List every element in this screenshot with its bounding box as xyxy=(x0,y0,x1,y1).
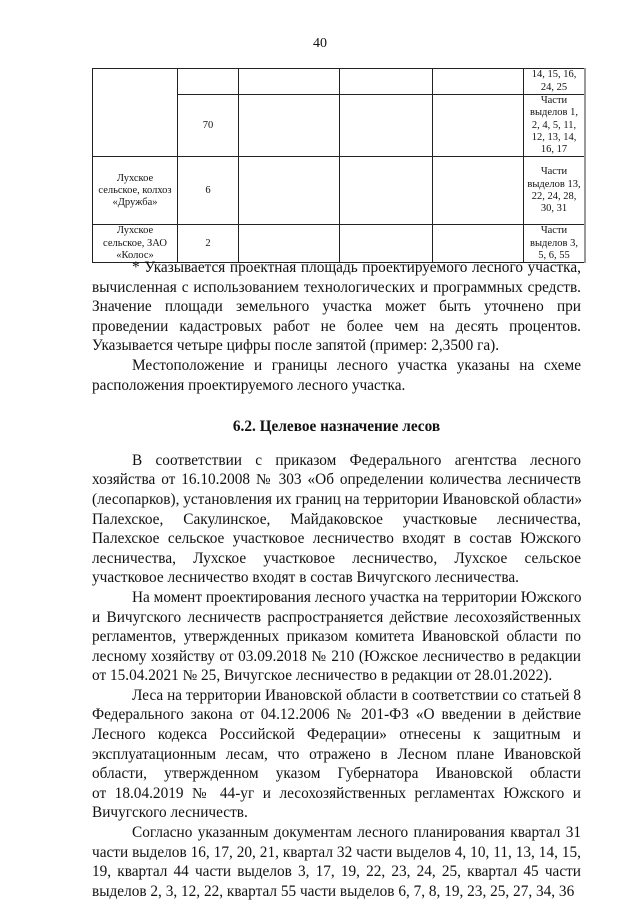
paragraph xyxy=(92,451,581,588)
text-line: участковое лесничество входят в состав Вичугского лесничества. xyxy=(92,569,519,587)
text-line: Значение площади земельного участка может быть уточнено при xyxy=(92,298,581,316)
text-line: Палехское, Сакулинское, Майдаковское участковые лесничества, xyxy=(92,510,581,528)
body-text xyxy=(92,258,581,901)
table-cell xyxy=(433,95,524,157)
footnote xyxy=(92,258,581,356)
paragraph xyxy=(92,686,581,823)
text-line: Согласно указанным документам лесного планирования квартал 31 xyxy=(132,824,581,842)
text-line: от 18.04.2019 № 44-уг и лесохозяйственных регламентах Южского и xyxy=(92,784,581,802)
location-note xyxy=(92,356,581,395)
table-cell xyxy=(340,157,433,225)
text-line: лесному хозяйству от 03.09.2018 № 210 (Южское лесничество в редакции xyxy=(92,647,581,665)
text-line: Федерального закона от 04.12.2006 № 201-ФЗ «О введении в действие xyxy=(92,706,581,724)
table-cell-area: 6 xyxy=(178,157,239,225)
text-line: * Указывается проектная площадь проектируемого лесного участка, xyxy=(132,259,581,276)
forest-plots-table xyxy=(92,68,586,263)
table-cell-parts: Части выделов 3, 5, 6, 55 xyxy=(524,225,586,263)
text-line: Леса на территории Ивановской области в соответствии со статьей 8 xyxy=(132,686,581,704)
text-line: регламентов, утвержденных приказом комитета Ивановской области по xyxy=(92,628,581,646)
table-cell xyxy=(340,95,433,157)
text-line: части выделов 16, 17, 20, 21, квартал 32 части выделов 4, 10, 11, 13, 14, 15, xyxy=(92,843,581,861)
table-cell xyxy=(433,157,524,225)
table-cell xyxy=(433,69,524,95)
paragraph xyxy=(92,823,581,901)
page-number: 40 xyxy=(313,36,327,51)
table-cell xyxy=(340,69,433,95)
paragraph xyxy=(92,588,581,686)
table-cell-area xyxy=(178,69,239,95)
table-cell-name xyxy=(93,69,178,157)
text-line: Местоположение и границы лесного участка указаны на схеме xyxy=(132,356,581,374)
text-line: от 15.04.2021 № 25, Вичугское лесничество в редакции от 28.01.2022). xyxy=(92,667,553,685)
text-line: Указывается четыре цифры после запятой (пример: 2,3500 га). xyxy=(92,337,500,355)
table-cell xyxy=(239,69,340,95)
table-cell-parts: Части выделов 1, 2, 4, 5, 11, 12, 13, 14, 16, 17 xyxy=(524,95,586,157)
text-line: 19, квартал 44 части выделов 3, 17, 19, 22, 23, 24, 25, квартал 45 части xyxy=(92,863,581,881)
table-cell xyxy=(239,95,340,157)
text-line: хозяйства от 16.10.2008 № 303 «Об определении количества лесничеств xyxy=(92,471,581,489)
table-cell-parts: Части выделов 13, 22, 24, 28, 30, 31 xyxy=(524,157,586,225)
table-cell-area: 2 xyxy=(178,225,239,263)
table-cell xyxy=(239,157,340,225)
table-cell-area: 70 xyxy=(178,95,239,157)
text-line: В соответствии с приказом Федерального агентства лесного xyxy=(132,451,581,469)
text-line: лесничества, Лухское участковое лесничество, Лухское сельское xyxy=(92,549,581,567)
text-line: Лесного кодекса Российской Федерации» отнесены к защитным и xyxy=(92,726,581,744)
text-line: эксплуатационным лесам, что отражено в Лесном плане Ивановской xyxy=(92,745,581,763)
text-line: Палехское сельское участковое лесничество входят в состав Южского xyxy=(92,530,581,548)
table-cell-name: Лухское сельское, колхоз «Дружба» xyxy=(93,157,178,225)
table-row xyxy=(93,69,586,95)
text-line: Вичугского лесничеств. xyxy=(92,804,248,822)
text-line: (лесопарков), установления их границ на территории Ивановской области» xyxy=(92,490,583,508)
table-cell-parts: 14, 15, 16, 24, 25 xyxy=(524,69,586,95)
section-heading: 6.2. Целевое назначение лесов xyxy=(232,418,441,436)
text-line: проведении кадастровых работ не более чем на десять процентов. xyxy=(92,317,581,335)
text-line: вычисленная с использованием технологических и программных средств. xyxy=(92,278,581,296)
table-row xyxy=(93,157,586,225)
text-line: расположения проектируемого лесного участка. xyxy=(92,376,406,394)
text-line: На момент проектирования лесного участка на территории Южского xyxy=(132,588,582,606)
table-cell-name: Лухское сельское, ЗАО «Колос» xyxy=(93,225,178,263)
text-line: и Вичугского лесничеств распространяется действие лесохозяйственных xyxy=(92,608,581,626)
text-line: области, утвержденном указом Губернатора Ивановской области xyxy=(92,765,581,783)
text-line: выделов 2, 3, 12, 22, квартал 55 части выделов 6, 7, 8, 19, 23, 25, 27, 34, 36 xyxy=(92,882,575,900)
